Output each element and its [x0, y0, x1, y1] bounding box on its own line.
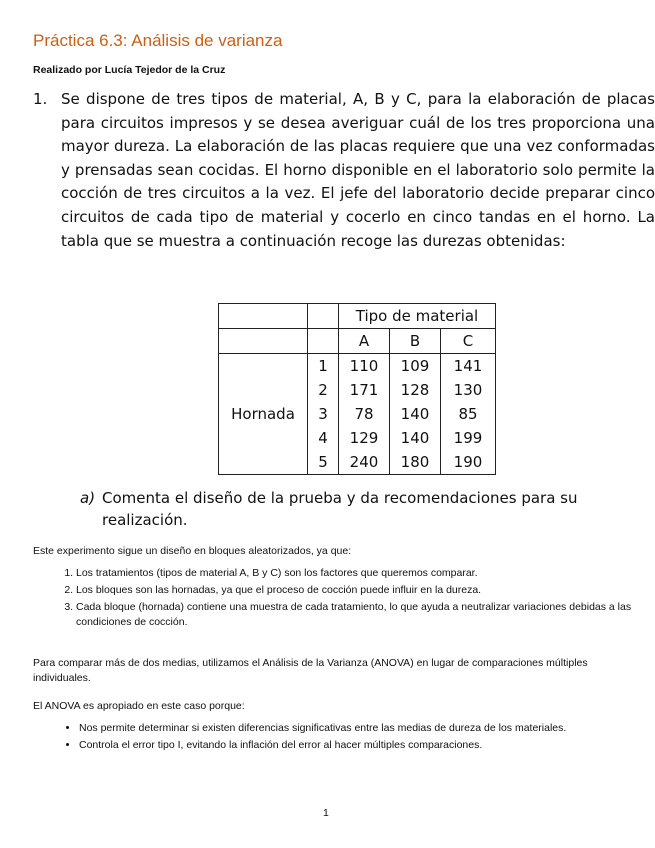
page-title: Práctica 6.3: Análisis de varianza	[33, 31, 283, 50]
row-label: 4	[308, 426, 339, 450]
row-label: 3	[308, 402, 339, 426]
subquestion-text: Comenta el diseño de la prueba y da recomendaciones para su realización.	[102, 489, 578, 529]
table-cell: 141	[441, 354, 496, 379]
material-type-header: Tipo de material	[339, 304, 496, 329]
table-cell: 180	[390, 450, 441, 475]
table-cell: 240	[339, 450, 390, 475]
batch-row-header: Hornada	[219, 354, 308, 475]
row-label: 1	[308, 354, 339, 379]
table-cell: 110	[339, 354, 390, 379]
column-header: A	[339, 329, 390, 354]
problem-number: 1.	[33, 90, 48, 108]
list-item: • Nos permite determinar si existen diferencias significativas entre las medias de dureza de los materiales.	[79, 721, 655, 736]
answer-intro: Este experimento sigue un diseño en bloques aleatorizados, ya que:	[33, 545, 352, 557]
hardness-table	[218, 303, 496, 475]
table-cell: 128	[390, 378, 441, 402]
list-item: • Controla el error tipo I, evitando la inflación del error al hacer múltiples comparaciones.	[79, 738, 655, 753]
table-cell: 171	[339, 378, 390, 402]
table-cell: 140	[390, 402, 441, 426]
design-reasons-list	[60, 566, 655, 632]
table-cell: 130	[441, 378, 496, 402]
row-label: 2	[308, 378, 339, 402]
table-cell: 78	[339, 402, 390, 426]
table-cell: 199	[441, 426, 496, 450]
table-cell: 129	[339, 426, 390, 450]
table-header-row	[219, 304, 496, 329]
table-cell: 85	[441, 402, 496, 426]
author-line: Realizado por Lucía Tejedor de la Cruz	[33, 64, 226, 76]
list-item: 1. Los tratamientos (tipos de material A, B y C) son los factores que queremos comparar.	[76, 566, 655, 581]
anova-paragraph: Para comparar más de dos medias, utilizamos el Análisis de la Varianza (ANOVA) en lugar de comparaciones múltiples individuales.	[33, 657, 588, 684]
list-item: 2. Los bloques son las hornadas, ya que el proceso de cocción puede influir en la dureza.	[76, 583, 655, 598]
column-header: B	[390, 329, 441, 354]
problem-text: Se dispone de tres tipos de material, A, B y C, para la elaboración de placas para circuitos impresos y se desea averiguar cuál de los tres proporciona una mayor dureza. La elaboración de las placas requiere que una vez conformadas y prensadas sean cocidas. El horno disponible en el laboratorio solo permite la cocción de tres circuitos a la vez. El jefe del laboratorio decide preparar cinco circuitos de cada tipo de material y cocerlo en cinco tandas en el horno. La tabla que se muestra a continuación recoge las durezas obtenidas:	[61, 90, 655, 250]
row-label: 5	[308, 450, 339, 475]
table-row	[219, 354, 496, 379]
table-column-row	[219, 329, 496, 354]
table-cell: 109	[390, 354, 441, 379]
list-item: 3. Cada bloque (hornada) contiene una muestra de cada tratamiento, lo que ayuda a neutralizar variaciones debidas a las condiciones de cocción.	[76, 600, 655, 630]
column-header: C	[441, 329, 496, 354]
anova-intro: El ANOVA es apropiado en este caso porque:	[33, 700, 245, 712]
table-cell: 140	[390, 426, 441, 450]
subquestion-label: a)	[80, 489, 96, 507]
anova-reasons-list	[67, 721, 655, 755]
page-number: 1	[323, 807, 329, 819]
table-cell: 190	[441, 450, 496, 475]
